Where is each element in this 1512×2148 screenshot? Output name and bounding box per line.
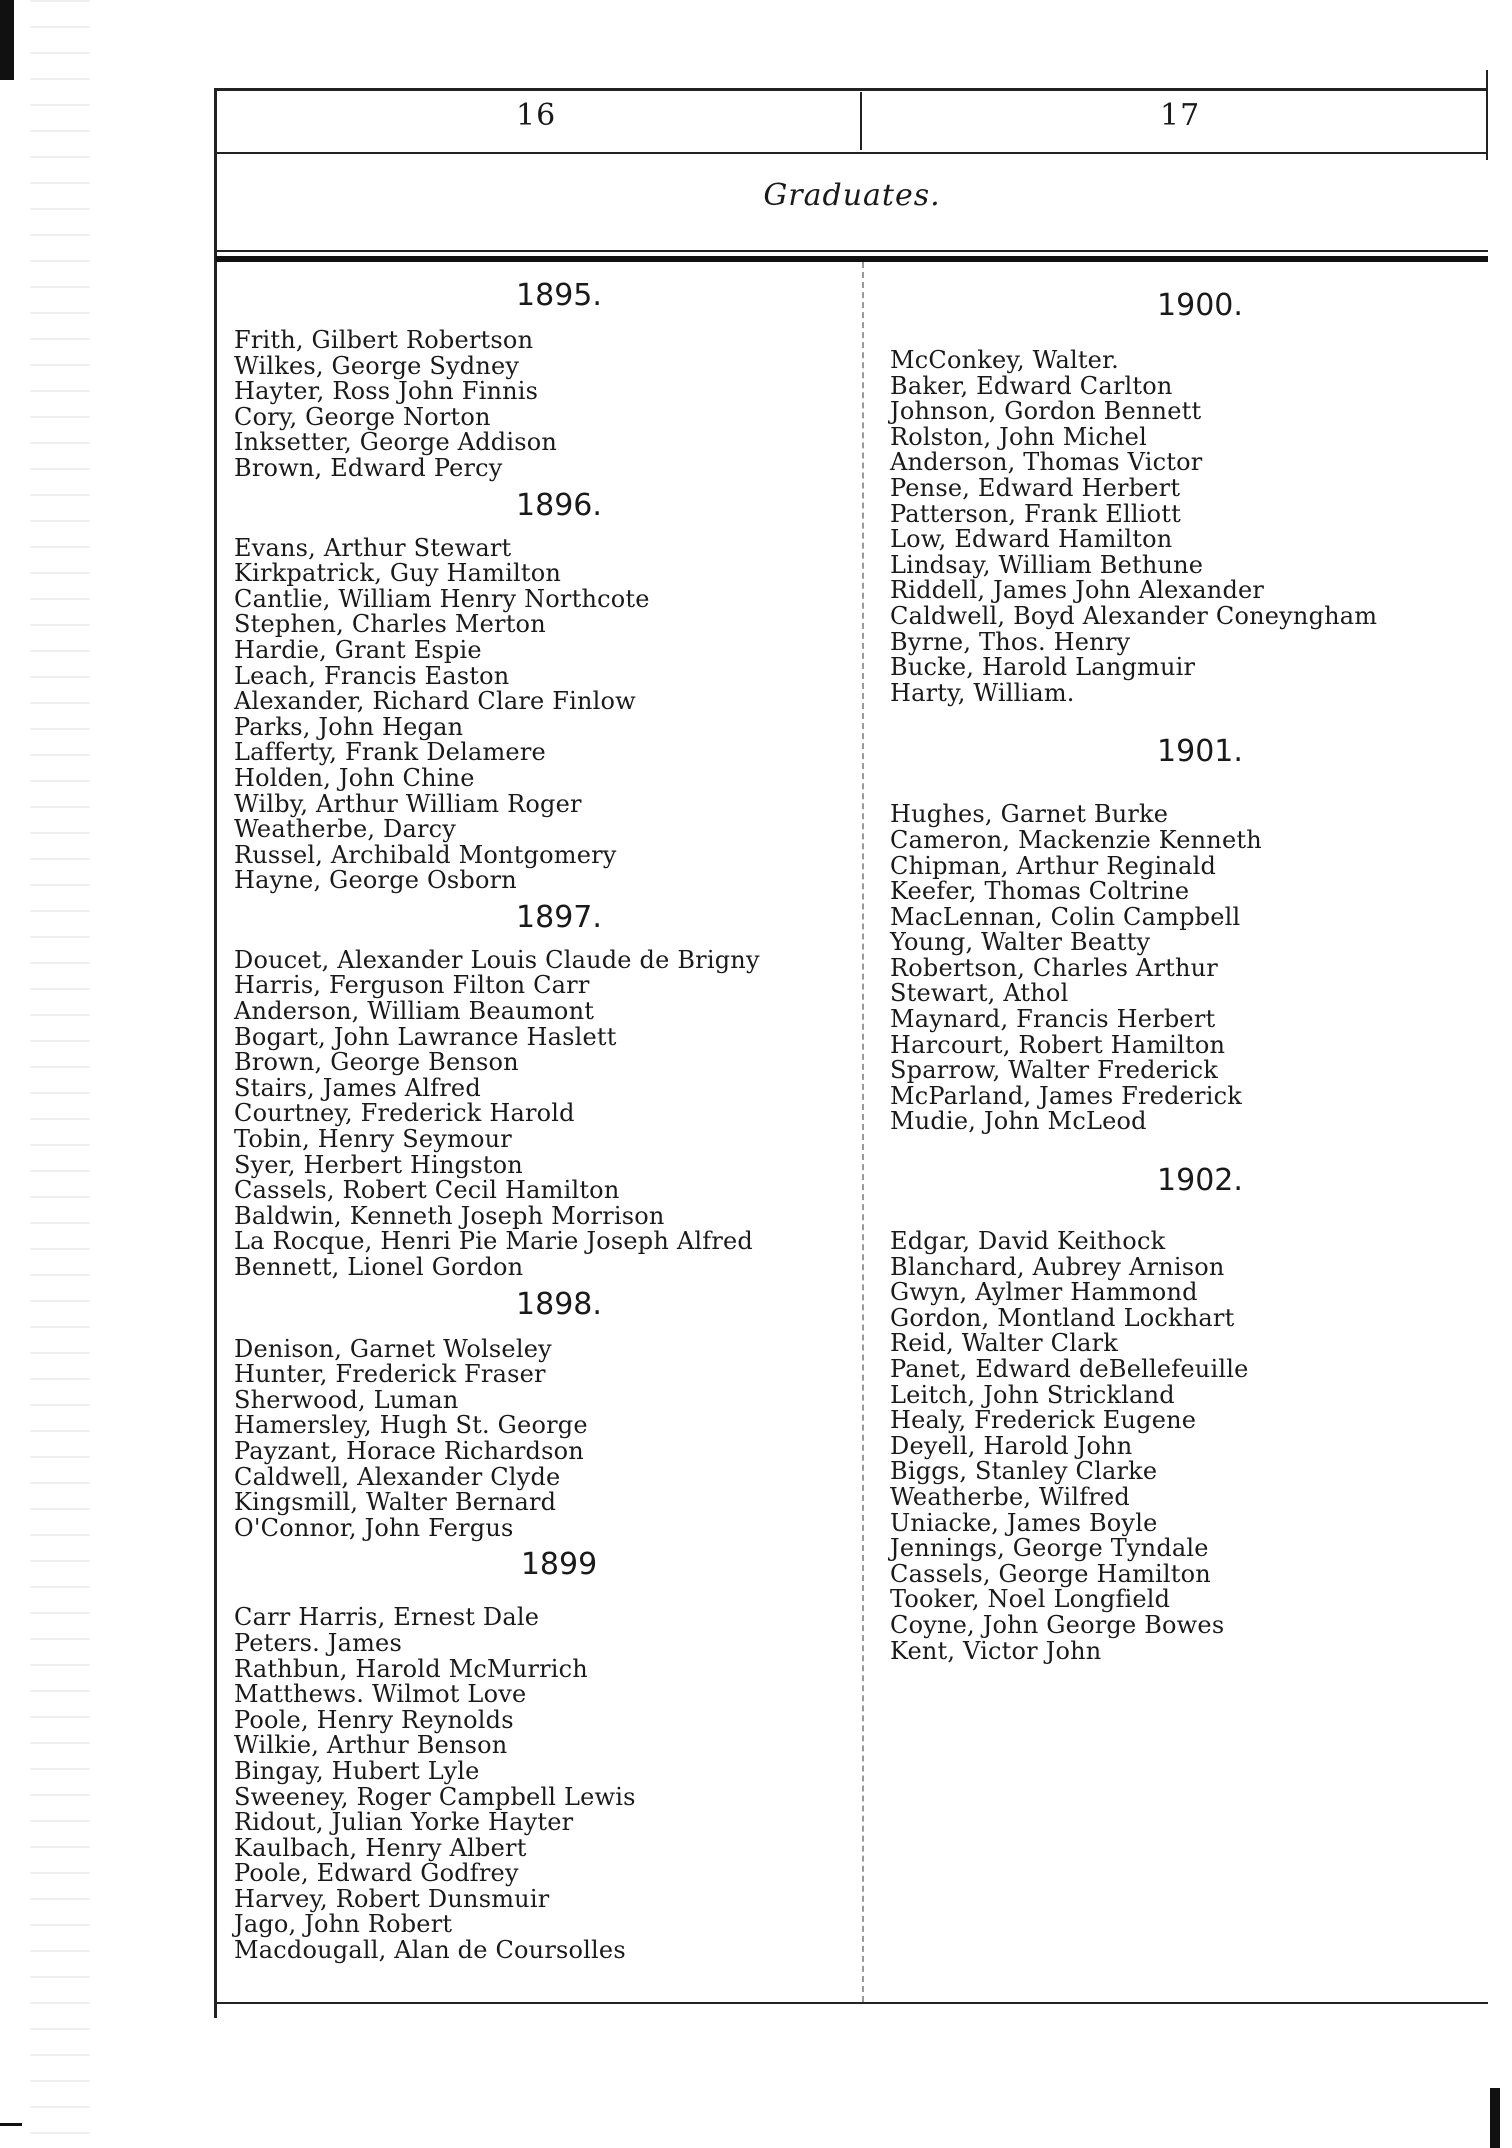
- graduate-name: Cory, George Norton: [234, 402, 491, 431]
- graduate-name: Robertson, Charles Arthur: [890, 953, 1218, 982]
- graduate-name: Caldwell, Alexander Clyde: [234, 1462, 561, 1491]
- graduate-name: Bingay, Hubert Lyle: [234, 1756, 480, 1785]
- graduate-name: Maynard, Francis Herbert: [890, 1005, 1216, 1034]
- graduate-name: Cantlie, William Henry Northcote: [234, 584, 650, 613]
- left-column: [234, 276, 854, 1968]
- graduate-name: Sparrow, Walter Frederick: [890, 1056, 1219, 1085]
- scan-edge-mark: [0, 0, 14, 80]
- graduate-name: Wilby, Arthur William Roger: [234, 789, 582, 818]
- graduate-name: Doucet, Alexander Louis Claude de Brigny: [234, 945, 760, 974]
- graduate-name: Hamersley, Hugh St. George: [234, 1411, 588, 1440]
- scan-edge-mark: [1490, 2088, 1500, 2148]
- header-rule: [216, 152, 1488, 154]
- graduate-name: Evans, Arthur Stewart: [234, 533, 512, 562]
- graduate-name: Leitch, John Strickland: [890, 1380, 1175, 1409]
- graduate-name: O'Connor, John Fergus: [234, 1513, 514, 1542]
- graduate-name: Keefer, Thomas Coltrine: [890, 877, 1190, 906]
- graduate-name: Biggs, Stanley Clarke: [890, 1457, 1158, 1486]
- graduate-name: Harcourt, Robert Hamilton: [890, 1030, 1226, 1059]
- graduate-list: [234, 533, 854, 895]
- graduate-name: Hunter, Frederick Fraser: [234, 1360, 546, 1389]
- graduate-name: Stephen, Charles Merton: [234, 610, 546, 639]
- graduate-name: Hayter, Ross John Finnis: [234, 377, 539, 406]
- graduate-name: Cameron, Mackenzie Kenneth: [890, 825, 1262, 854]
- graduate-name: Brown, Edward Percy: [234, 453, 503, 482]
- graduate-name: Hughes, Garnet Burke: [890, 800, 1169, 829]
- right-column: [890, 286, 1480, 1690]
- graduate-name: Frith, Gilbert Robertson: [234, 326, 534, 354]
- graduate-name: Blanchard, Aubrey Arnison: [890, 1252, 1225, 1281]
- graduate-list: [890, 348, 1480, 706]
- graduate-list: [234, 1334, 854, 1542]
- graduate-name: Wilkie, Arthur Benson: [234, 1731, 508, 1760]
- bottom-rule: [216, 2002, 1488, 2004]
- year-heading: 1901.: [1157, 734, 1243, 770]
- graduate-list: [890, 802, 1480, 1135]
- graduate-name: Harvey, Robert Dunsmuir: [234, 1884, 550, 1913]
- graduate-name: Pense, Edward Herbert: [890, 473, 1181, 502]
- graduate-name: Low, Edward Hamilton: [890, 525, 1173, 554]
- graduate-name: Rolston, John Michel: [890, 422, 1147, 451]
- graduate-name: Johnson, Gordon Bennett: [890, 397, 1202, 426]
- graduate-name: Chipman, Arthur Reginald: [890, 851, 1217, 880]
- scan-edge-speckle: [30, 0, 90, 2148]
- title-rule-thick: [216, 256, 1488, 262]
- frame-top-rule: [214, 88, 1488, 91]
- graduate-name: Alexander, Richard Clare Finlow: [234, 687, 636, 716]
- graduate-name: Tobin, Henry Seymour: [234, 1125, 512, 1154]
- graduate-name: Cassels, George Hamilton: [890, 1559, 1211, 1588]
- graduate-name: Gordon, Montland Lockhart: [890, 1303, 1235, 1332]
- graduate-name: Jago, John Robert: [234, 1910, 453, 1939]
- graduate-name: Macdougall, Alan de Coursolles: [234, 1936, 626, 1965]
- graduate-name: Harty, William.: [890, 678, 1075, 707]
- graduate-name: Holden, John Chine: [234, 763, 475, 792]
- graduate-name: Kirkpatrick, Guy Hamilton: [234, 559, 562, 588]
- graduate-name: Weatherbe, Wilfred: [890, 1482, 1130, 1511]
- graduate-name: MacLennan, Colin Campbell: [890, 902, 1241, 931]
- graduate-list: [234, 328, 854, 482]
- graduate-name: Carr Harris, Ernest Dale: [234, 1603, 540, 1632]
- graduate-name: Syer, Herbert Hingston: [234, 1150, 523, 1179]
- graduate-name: Brown, George Benson: [234, 1048, 519, 1077]
- graduate-name: Stairs, James Alfred: [234, 1073, 481, 1102]
- graduate-name: Sweeney, Roger Campbell Lewis: [234, 1782, 636, 1811]
- graduate-name: Stewart, Athol: [890, 979, 1069, 1008]
- graduate-name: Inksetter, George Addison: [234, 428, 558, 457]
- graduate-name: Bennett, Lionel Gordon: [234, 1253, 524, 1281]
- graduate-name: Healy, Frederick Eugene: [890, 1406, 1197, 1435]
- column-divider: [862, 262, 864, 2002]
- year-heading: 1899: [520, 1547, 598, 1583]
- title-rule-thin: [216, 250, 1488, 252]
- graduate-name: Wilkes, George Sydney: [234, 351, 520, 380]
- graduate-name: Reid, Walter Clark: [890, 1329, 1119, 1358]
- graduate-name: Uniacke, James Boyle: [890, 1508, 1158, 1537]
- graduate-name: Hardie, Grant Espie: [234, 635, 482, 664]
- graduate-name: Poole, Henry Reynolds: [234, 1705, 514, 1734]
- graduate-list: [890, 1229, 1480, 1664]
- scan-edge-mark: [0, 2123, 22, 2126]
- graduate-name: La Rocque, Henri Pie Marie Joseph Alfred: [234, 1227, 753, 1256]
- graduate-name: Caldwell, Boyd Alexander Coneyngham: [890, 601, 1378, 630]
- graduate-name: Deyell, Harold John: [890, 1431, 1133, 1460]
- graduate-name: Leach, Francis Easton: [234, 661, 510, 690]
- graduate-name: Jennings, George Tyndale: [890, 1534, 1209, 1563]
- graduate-name: Russel, Archibald Montgomery: [234, 840, 617, 869]
- graduate-list: [234, 945, 854, 1281]
- graduate-name: Rathbun, Harold McMurrich: [234, 1654, 588, 1683]
- graduate-name: McConkey, Walter.: [890, 346, 1119, 374]
- page-number-right: 17: [1160, 98, 1201, 133]
- graduate-name: Hayne, George Osborn: [234, 866, 517, 895]
- graduate-name: Baker, Edward Carlton: [890, 371, 1173, 400]
- graduate-name: Peters. James: [234, 1628, 402, 1657]
- graduate-name: Lindsay, William Bethune: [890, 550, 1204, 579]
- graduate-name: Poole, Edward Godfrey: [234, 1859, 519, 1888]
- graduate-name: Edgar, David Keithock: [890, 1227, 1166, 1256]
- year-heading: 1897.: [516, 899, 602, 935]
- year-heading: 1900.: [1157, 288, 1243, 323]
- year-heading: 1902.: [1157, 1163, 1243, 1199]
- page-number-left: 16: [516, 98, 557, 133]
- frame-right-rule: [1486, 70, 1488, 160]
- graduate-name: Cassels, Robert Cecil Hamilton: [234, 1176, 620, 1205]
- graduate-name: Kaulbach, Henry Albert: [234, 1833, 527, 1862]
- graduate-name: Bogart, John Lawrance Haslett: [234, 1022, 617, 1051]
- graduate-name: Ridout, Julian Yorke Hayter: [234, 1808, 574, 1837]
- graduate-list: [234, 1605, 854, 1963]
- graduate-name: Denison, Garnet Wolseley: [234, 1334, 552, 1363]
- graduate-name: Coyne, John George Bowes: [890, 1610, 1225, 1639]
- graduate-name: Harris, Ferguson Filton Carr: [234, 971, 590, 1000]
- graduate-name: Baldwin, Kenneth Joseph Morrison: [234, 1201, 665, 1230]
- page-number-divider: [860, 92, 862, 150]
- year-heading: 1898.: [516, 1286, 602, 1322]
- graduate-name: Kent, Victor John: [890, 1636, 1102, 1665]
- graduate-name: Patterson, Frank Elliott: [890, 499, 1181, 528]
- graduate-name: Weatherbe, Darcy: [234, 815, 457, 844]
- graduate-name: Kingsmill, Walter Bernard: [234, 1488, 557, 1517]
- year-heading: 1895.: [516, 278, 602, 313]
- graduate-name: McParland, James Frederick: [890, 1081, 1242, 1110]
- graduate-name: Matthews. Wilmot Love: [234, 1680, 527, 1709]
- graduate-name: Parks, John Hegan: [234, 712, 464, 741]
- graduate-name: Lafferty, Frank Delamere: [234, 738, 546, 767]
- graduate-name: Riddell, James John Alexander: [890, 576, 1265, 605]
- graduate-name: Courtney, Frederick Harold: [234, 1099, 575, 1128]
- graduate-name: Anderson, Thomas Victor: [890, 448, 1203, 477]
- graduate-name: Mudie, John McLeod: [890, 1107, 1147, 1136]
- section-title: Graduates.: [763, 178, 941, 213]
- graduate-name: Tooker, Noel Longfield: [890, 1585, 1171, 1614]
- graduate-name: Anderson, William Beaumont: [234, 997, 595, 1026]
- frame-left-rule: [214, 88, 217, 2018]
- graduate-name: Byrne, Thos. Henry: [890, 627, 1131, 656]
- graduate-name: Young, Walter Beatty: [890, 928, 1151, 957]
- graduate-name: Payzant, Horace Richardson: [234, 1436, 584, 1465]
- graduate-name: Panet, Edward deBellefeuille: [890, 1355, 1249, 1383]
- graduate-name: Gwyn, Aylmer Hammond: [890, 1278, 1198, 1307]
- graduate-name: Bucke, Harold Langmuir: [890, 653, 1196, 682]
- graduate-name: Sherwood, Luman: [234, 1385, 459, 1414]
- year-heading: 1896.: [516, 487, 602, 523]
